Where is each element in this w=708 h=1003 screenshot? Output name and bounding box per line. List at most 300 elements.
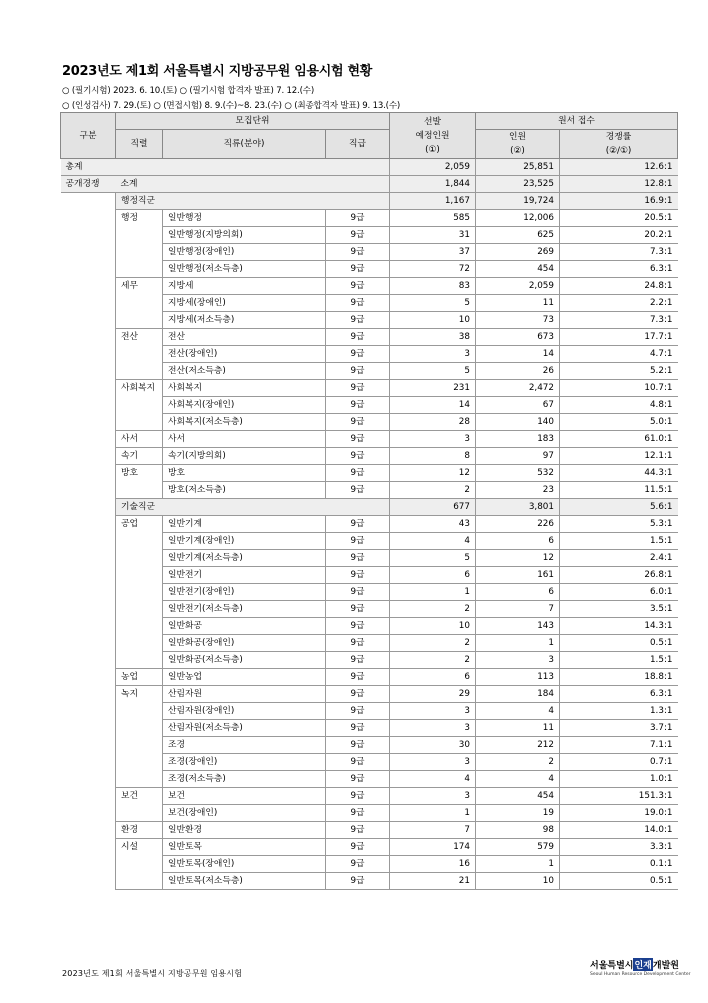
applicants-cell: 269 bbox=[476, 244, 560, 261]
grade-cell: 9급 bbox=[326, 805, 390, 822]
ratio-cell: 3.3:1 bbox=[560, 839, 678, 856]
table-row bbox=[61, 822, 678, 839]
gubun-blank-cell bbox=[61, 499, 116, 516]
field-cell: 전산 bbox=[163, 329, 326, 346]
series-cell bbox=[116, 737, 163, 754]
field-cell: 조경(저소득층) bbox=[163, 771, 326, 788]
series-cell bbox=[116, 601, 163, 618]
field-cell: 일반전기(저소득층) bbox=[163, 601, 326, 618]
grade-cell: 9급 bbox=[326, 856, 390, 873]
org-logo bbox=[590, 958, 691, 984]
field-cell: 산림자원(저소득층) bbox=[163, 720, 326, 737]
header-inwon-line2: (②) bbox=[510, 146, 525, 156]
planned-cell: 2 bbox=[390, 652, 476, 669]
header-seonbal-line1: 선발 bbox=[424, 116, 441, 127]
field-cell: 일반토목 bbox=[163, 839, 326, 856]
series-cell: 행정 bbox=[116, 210, 163, 227]
series-cell bbox=[116, 567, 163, 584]
field-cell: 사서 bbox=[163, 431, 326, 448]
field-cell: 일반토목(저소득층) bbox=[163, 873, 326, 890]
header-seonbal-line2: 예정인원 bbox=[415, 130, 450, 141]
table-row bbox=[61, 295, 678, 312]
gubun-blank-cell bbox=[61, 567, 116, 584]
admin-label: 행정직군 bbox=[116, 193, 390, 210]
table-row bbox=[61, 397, 678, 414]
gubun-blank-cell bbox=[61, 805, 116, 822]
field-cell: 지방세 bbox=[163, 278, 326, 295]
gubun-blank-cell bbox=[61, 329, 116, 346]
planned-cell: 231 bbox=[390, 380, 476, 397]
ratio-cell: 5.2:1 bbox=[560, 363, 678, 380]
gubun-blank-cell bbox=[61, 839, 116, 856]
planned-cell: 3 bbox=[390, 431, 476, 448]
ratio-cell: 151.3:1 bbox=[560, 788, 678, 805]
summary-row-total bbox=[61, 159, 678, 176]
planned-cell: 2 bbox=[390, 601, 476, 618]
planned-cell: 5 bbox=[390, 295, 476, 312]
grade-cell: 9급 bbox=[326, 533, 390, 550]
schedule-line-1: ○ (필기시험) 2023. 6. 10.(토) ○ (필기시험 합격자 발표) 7. 12.(수) bbox=[62, 86, 314, 96]
planned-cell: 6 bbox=[390, 567, 476, 584]
grade-cell: 9급 bbox=[326, 720, 390, 737]
series-cell bbox=[116, 618, 163, 635]
series-cell bbox=[116, 295, 163, 312]
logo-pre: 서울특별시 bbox=[590, 961, 634, 971]
applicants-cell: 11 bbox=[476, 720, 560, 737]
table-row bbox=[61, 227, 678, 244]
table-row bbox=[61, 839, 678, 856]
ratio-cell: 1.5:1 bbox=[560, 652, 678, 669]
field-cell: 산림자원(장애인) bbox=[163, 703, 326, 720]
open-applicants: 23,525 bbox=[476, 176, 560, 193]
applicants-cell: 212 bbox=[476, 737, 560, 754]
field-cell: 전산(저소득층) bbox=[163, 363, 326, 380]
applicants-cell: 579 bbox=[476, 839, 560, 856]
series-cell: 속기 bbox=[116, 448, 163, 465]
field-cell: 일반행정(지방의회) bbox=[163, 227, 326, 244]
gubun-blank-cell bbox=[61, 771, 116, 788]
field-cell: 일반행정(저소득층) bbox=[163, 261, 326, 278]
ratio-cell: 20.5:1 bbox=[560, 210, 678, 227]
gubun-blank-cell bbox=[61, 686, 116, 703]
table-row bbox=[61, 448, 678, 465]
ratio-cell: 10.7:1 bbox=[560, 380, 678, 397]
grade-cell: 9급 bbox=[326, 482, 390, 499]
grade-cell: 9급 bbox=[326, 261, 390, 278]
gubun-blank-cell bbox=[61, 788, 116, 805]
applicants-cell: 6 bbox=[476, 533, 560, 550]
field-cell: 방호(저소득층) bbox=[163, 482, 326, 499]
table-row bbox=[61, 805, 678, 822]
gubun-blank-cell bbox=[61, 737, 116, 754]
table-row bbox=[61, 652, 678, 669]
ratio-cell: 12.1:1 bbox=[560, 448, 678, 465]
gubun-blank-cell bbox=[61, 635, 116, 652]
grade-cell: 9급 bbox=[326, 346, 390, 363]
header-inwon-line1: 인원 bbox=[509, 132, 526, 142]
applicants-cell: 113 bbox=[476, 669, 560, 686]
applicants-cell: 161 bbox=[476, 567, 560, 584]
series-cell bbox=[116, 244, 163, 261]
ratio-cell: 3.5:1 bbox=[560, 601, 678, 618]
field-cell: 지방세(장애인) bbox=[163, 295, 326, 312]
header-ratio bbox=[560, 130, 678, 159]
ratio-cell: 11.5:1 bbox=[560, 482, 678, 499]
series-cell: 녹지 bbox=[116, 686, 163, 703]
table-row bbox=[61, 210, 678, 227]
field-cell: 일반화공(저소득층) bbox=[163, 652, 326, 669]
applicants-cell: 11 bbox=[476, 295, 560, 312]
field-cell: 보건(장애인) bbox=[163, 805, 326, 822]
gubun-blank-cell bbox=[61, 873, 116, 890]
logo-name bbox=[590, 958, 686, 971]
total-applicants: 25,851 bbox=[476, 159, 560, 176]
header-jikgeup: 직급 bbox=[326, 130, 390, 159]
table-row bbox=[61, 856, 678, 873]
applicants-cell: 26 bbox=[476, 363, 560, 380]
series-cell: 세무 bbox=[116, 278, 163, 295]
gubun-blank-cell bbox=[61, 346, 116, 363]
summary-row-admin bbox=[61, 193, 678, 210]
applicants-cell: 12 bbox=[476, 550, 560, 567]
table-row bbox=[61, 414, 678, 431]
grade-cell: 9급 bbox=[326, 618, 390, 635]
planned-cell: 5 bbox=[390, 363, 476, 380]
ratio-cell: 44.3:1 bbox=[560, 465, 678, 482]
grade-cell: 9급 bbox=[326, 601, 390, 618]
grade-cell: 9급 bbox=[326, 652, 390, 669]
header-ratio-line1: 경쟁률 bbox=[605, 132, 632, 142]
planned-cell: 10 bbox=[390, 312, 476, 329]
field-cell: 일반화공 bbox=[163, 618, 326, 635]
ratio-cell: 61.0:1 bbox=[560, 431, 678, 448]
applicants-cell: 2 bbox=[476, 754, 560, 771]
applicants-cell: 184 bbox=[476, 686, 560, 703]
planned-cell: 16 bbox=[390, 856, 476, 873]
planned-cell: 3 bbox=[390, 703, 476, 720]
series-cell: 보건 bbox=[116, 788, 163, 805]
field-cell: 일반화공(장애인) bbox=[163, 635, 326, 652]
tech-ratio: 5.6:1 bbox=[560, 499, 678, 516]
gubun-blank-cell bbox=[61, 754, 116, 771]
field-cell: 일반기계 bbox=[163, 516, 326, 533]
schedule-line-2: ○ (인성검사) 7. 29.(토) ○ (면접시험) 8. 9.(수)~8. 23.(수) ○ (최종합격자 발표) 9. 13.(수) bbox=[62, 101, 401, 111]
grade-cell: 9급 bbox=[326, 516, 390, 533]
field-cell: 일반농업 bbox=[163, 669, 326, 686]
ratio-cell: 17.7:1 bbox=[560, 329, 678, 346]
planned-cell: 37 bbox=[390, 244, 476, 261]
grade-cell: 9급 bbox=[326, 312, 390, 329]
series-cell bbox=[116, 754, 163, 771]
table-row bbox=[61, 737, 678, 754]
series-cell: 농업 bbox=[116, 669, 163, 686]
gubun-blank-cell bbox=[61, 720, 116, 737]
table-row bbox=[61, 465, 678, 482]
field-cell: 일반기계(저소득층) bbox=[163, 550, 326, 567]
table-row bbox=[61, 686, 678, 703]
table-row bbox=[61, 703, 678, 720]
grade-cell: 9급 bbox=[326, 397, 390, 414]
gubun-blank-cell bbox=[61, 618, 116, 635]
series-cell bbox=[116, 805, 163, 822]
ratio-cell: 0.5:1 bbox=[560, 873, 678, 890]
table-row bbox=[61, 244, 678, 261]
planned-cell: 28 bbox=[390, 414, 476, 431]
series-cell bbox=[116, 720, 163, 737]
ratio-cell: 0.7:1 bbox=[560, 754, 678, 771]
table-row bbox=[61, 771, 678, 788]
grade-cell: 9급 bbox=[326, 584, 390, 601]
series-cell bbox=[116, 414, 163, 431]
planned-cell: 3 bbox=[390, 788, 476, 805]
ratio-cell: 5.0:1 bbox=[560, 414, 678, 431]
planned-cell: 4 bbox=[390, 533, 476, 550]
ratio-cell: 6.3:1 bbox=[560, 261, 678, 278]
field-cell: 지방세(저소득층) bbox=[163, 312, 326, 329]
grade-cell: 9급 bbox=[326, 431, 390, 448]
grade-cell: 9급 bbox=[326, 210, 390, 227]
ratio-cell: 0.5:1 bbox=[560, 635, 678, 652]
series-cell: 사서 bbox=[116, 431, 163, 448]
gubun-blank-cell bbox=[61, 550, 116, 567]
gubun-blank-cell bbox=[61, 584, 116, 601]
series-cell bbox=[116, 635, 163, 652]
applicants-cell: 673 bbox=[476, 329, 560, 346]
planned-cell: 3 bbox=[390, 754, 476, 771]
field-cell: 방호 bbox=[163, 465, 326, 482]
applicants-cell: 454 bbox=[476, 261, 560, 278]
field-cell: 사회복지(장애인) bbox=[163, 397, 326, 414]
planned-cell: 2 bbox=[390, 635, 476, 652]
header-mojib: 모집단위 bbox=[116, 113, 390, 130]
summary-row-open bbox=[61, 176, 678, 193]
applicants-cell: 532 bbox=[476, 465, 560, 482]
field-cell: 보건 bbox=[163, 788, 326, 805]
table-row bbox=[61, 278, 678, 295]
gubun-blank-cell bbox=[61, 669, 116, 686]
field-cell: 일반행정(장애인) bbox=[163, 244, 326, 261]
applicants-cell: 14 bbox=[476, 346, 560, 363]
series-cell bbox=[116, 346, 163, 363]
planned-cell: 12 bbox=[390, 465, 476, 482]
grade-cell: 9급 bbox=[326, 227, 390, 244]
applicants-cell: 140 bbox=[476, 414, 560, 431]
logo-post: 개발원 bbox=[652, 961, 679, 971]
applicants-cell: 12,006 bbox=[476, 210, 560, 227]
series-cell bbox=[116, 312, 163, 329]
header-ratio-line2: (②/①) bbox=[605, 146, 632, 156]
grade-cell: 9급 bbox=[326, 754, 390, 771]
series-cell bbox=[116, 363, 163, 380]
grade-cell: 9급 bbox=[326, 686, 390, 703]
table-row bbox=[61, 482, 678, 499]
planned-cell: 30 bbox=[390, 737, 476, 754]
grade-cell: 9급 bbox=[326, 635, 390, 652]
planned-cell: 7 bbox=[390, 822, 476, 839]
planned-cell: 14 bbox=[390, 397, 476, 414]
field-cell: 일반토목(장애인) bbox=[163, 856, 326, 873]
table-row bbox=[61, 346, 678, 363]
field-cell: 사회복지 bbox=[163, 380, 326, 397]
field-cell: 조경 bbox=[163, 737, 326, 754]
planned-cell: 5 bbox=[390, 550, 476, 567]
grade-cell: 9급 bbox=[326, 771, 390, 788]
applicants-cell: 1 bbox=[476, 635, 560, 652]
header-jikryu: 직류(분야) bbox=[163, 130, 326, 159]
planned-cell: 2 bbox=[390, 482, 476, 499]
planned-cell: 1 bbox=[390, 584, 476, 601]
table-row bbox=[61, 516, 678, 533]
gubun-blank-cell bbox=[61, 380, 116, 397]
grade-cell: 9급 bbox=[326, 465, 390, 482]
table-row bbox=[61, 550, 678, 567]
series-cell bbox=[116, 261, 163, 278]
table-row bbox=[61, 601, 678, 618]
gubun-blank-cell bbox=[61, 244, 116, 261]
ratio-cell: 5.3:1 bbox=[560, 516, 678, 533]
tech-applicants: 3,801 bbox=[476, 499, 560, 516]
table-body bbox=[61, 159, 678, 890]
field-cell: 속기(지방의회) bbox=[163, 448, 326, 465]
applicants-cell: 19 bbox=[476, 805, 560, 822]
gubun-blank-cell bbox=[61, 278, 116, 295]
field-cell: 일반전기(장애인) bbox=[163, 584, 326, 601]
field-cell: 일반기계(장애인) bbox=[163, 533, 326, 550]
open-subtotal-label: 소계 bbox=[116, 176, 390, 193]
gubun-blank-cell bbox=[61, 227, 116, 244]
gubun-blank-cell bbox=[61, 482, 116, 499]
grade-cell: 9급 bbox=[326, 414, 390, 431]
gubun-blank-cell bbox=[61, 533, 116, 550]
table-row bbox=[61, 329, 678, 346]
grade-cell: 9급 bbox=[326, 329, 390, 346]
gubun-blank-cell bbox=[61, 703, 116, 720]
applicants-cell: 183 bbox=[476, 431, 560, 448]
open-planned: 1,844 bbox=[390, 176, 476, 193]
series-cell bbox=[116, 873, 163, 890]
table-row bbox=[61, 788, 678, 805]
series-cell: 전산 bbox=[116, 329, 163, 346]
grade-cell: 9급 bbox=[326, 295, 390, 312]
field-cell: 일반행정 bbox=[163, 210, 326, 227]
applicants-cell: 6 bbox=[476, 584, 560, 601]
grade-cell: 9급 bbox=[326, 703, 390, 720]
table-row bbox=[61, 754, 678, 771]
table-row bbox=[61, 380, 678, 397]
ratio-cell: 24.8:1 bbox=[560, 278, 678, 295]
logo-subtitle: Seoul Human Resource Development Center bbox=[590, 972, 691, 977]
gubun-blank-cell bbox=[61, 652, 116, 669]
series-cell bbox=[116, 652, 163, 669]
ratio-cell: 0.1:1 bbox=[560, 856, 678, 873]
ratio-cell: 6.0:1 bbox=[560, 584, 678, 601]
table-row bbox=[61, 584, 678, 601]
exam-status-table bbox=[60, 112, 678, 890]
applicants-cell: 23 bbox=[476, 482, 560, 499]
planned-cell: 1 bbox=[390, 805, 476, 822]
logo-mark: 인재 bbox=[633, 958, 652, 971]
gubun-blank-cell bbox=[61, 465, 116, 482]
series-cell: 사회복지 bbox=[116, 380, 163, 397]
gubun-blank-cell bbox=[61, 261, 116, 278]
field-cell: 일반환경 bbox=[163, 822, 326, 839]
planned-cell: 585 bbox=[390, 210, 476, 227]
ratio-cell: 6.3:1 bbox=[560, 686, 678, 703]
planned-cell: 31 bbox=[390, 227, 476, 244]
gubun-blank-cell bbox=[61, 601, 116, 618]
table-row bbox=[61, 635, 678, 652]
admin-planned: 1,167 bbox=[390, 193, 476, 210]
grade-cell: 9급 bbox=[326, 788, 390, 805]
table-row bbox=[61, 363, 678, 380]
planned-cell: 29 bbox=[390, 686, 476, 703]
applicants-cell: 10 bbox=[476, 873, 560, 890]
ratio-cell: 4.7:1 bbox=[560, 346, 678, 363]
applicants-cell: 143 bbox=[476, 618, 560, 635]
applicants-cell: 1 bbox=[476, 856, 560, 873]
ratio-cell: 1.0:1 bbox=[560, 771, 678, 788]
admin-ratio: 16.9:1 bbox=[560, 193, 678, 210]
series-cell bbox=[116, 482, 163, 499]
table-row bbox=[61, 720, 678, 737]
planned-cell: 83 bbox=[390, 278, 476, 295]
applicants-cell: 4 bbox=[476, 771, 560, 788]
ratio-cell: 4.8:1 bbox=[560, 397, 678, 414]
field-cell: 조경(장애인) bbox=[163, 754, 326, 771]
grade-cell: 9급 bbox=[326, 448, 390, 465]
ratio-cell: 2.4:1 bbox=[560, 550, 678, 567]
tech-planned: 677 bbox=[390, 499, 476, 516]
header-wonseo: 원서 접수 bbox=[476, 113, 678, 130]
gubun-blank-cell bbox=[61, 414, 116, 431]
header-gubun: 구분 bbox=[61, 113, 116, 159]
ratio-cell: 7.3:1 bbox=[560, 312, 678, 329]
grade-cell: 9급 bbox=[326, 737, 390, 754]
header-inwon bbox=[476, 130, 560, 159]
applicants-cell: 3 bbox=[476, 652, 560, 669]
total-planned: 2,059 bbox=[390, 159, 476, 176]
series-cell: 시설 bbox=[116, 839, 163, 856]
ratio-cell: 2.2:1 bbox=[560, 295, 678, 312]
ratio-cell: 7.3:1 bbox=[560, 244, 678, 261]
applicants-cell: 97 bbox=[476, 448, 560, 465]
grade-cell: 9급 bbox=[326, 244, 390, 261]
planned-cell: 3 bbox=[390, 346, 476, 363]
header-jikryeol: 직렬 bbox=[116, 130, 163, 159]
applicants-cell: 2,472 bbox=[476, 380, 560, 397]
ratio-cell: 1.3:1 bbox=[560, 703, 678, 720]
table-row bbox=[61, 533, 678, 550]
open-label: 공개경쟁 bbox=[61, 176, 116, 193]
header-seonbal-line3: (①) bbox=[425, 144, 440, 155]
applicants-cell: 625 bbox=[476, 227, 560, 244]
planned-cell: 4 bbox=[390, 771, 476, 788]
planned-cell: 174 bbox=[390, 839, 476, 856]
grade-cell: 9급 bbox=[326, 380, 390, 397]
footer-text: 2023년도 제1회 서울특별시 지방공무원 임용시험 bbox=[62, 969, 243, 978]
applicants-cell: 98 bbox=[476, 822, 560, 839]
gubun-blank-cell bbox=[61, 210, 116, 227]
planned-cell: 21 bbox=[390, 873, 476, 890]
planned-cell: 8 bbox=[390, 448, 476, 465]
gubun-blank-cell bbox=[61, 363, 116, 380]
total-ratio: 12.6:1 bbox=[560, 159, 678, 176]
field-cell: 산림자원 bbox=[163, 686, 326, 703]
planned-cell: 10 bbox=[390, 618, 476, 635]
gubun-blank-cell bbox=[61, 295, 116, 312]
grade-cell: 9급 bbox=[326, 363, 390, 380]
field-cell: 사회복지(저소득층) bbox=[163, 414, 326, 431]
